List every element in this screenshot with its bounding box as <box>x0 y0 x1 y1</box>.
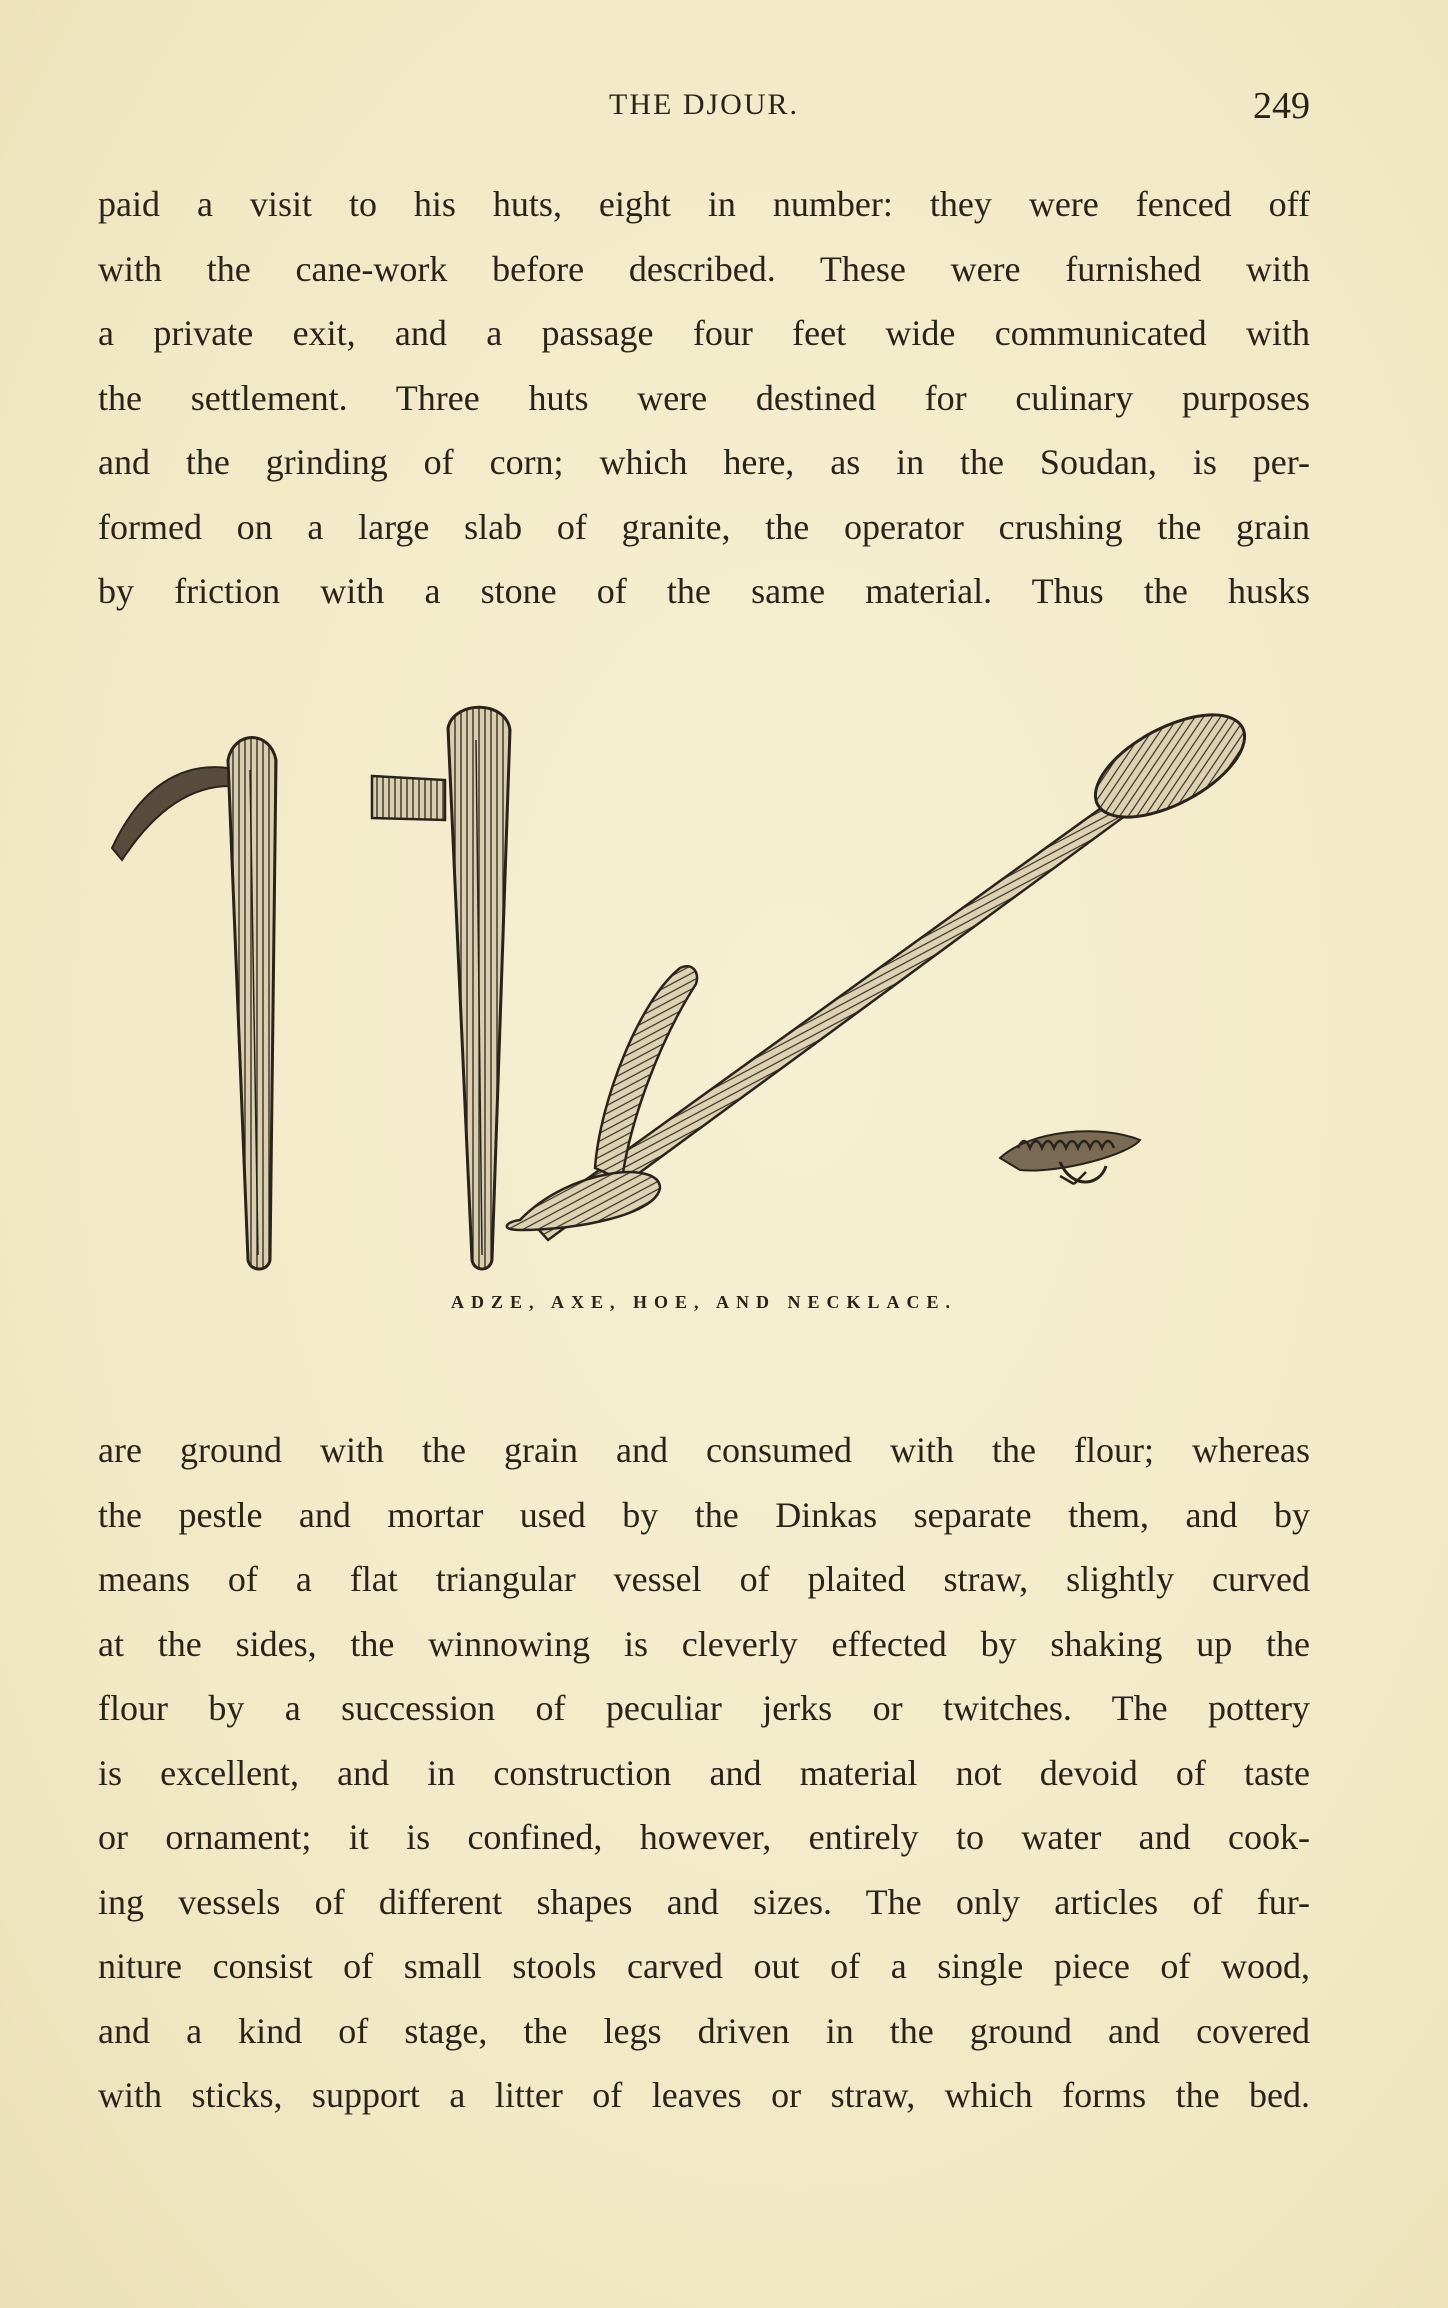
illustration-tools <box>100 700 1320 1310</box>
adze-icon <box>112 738 276 1270</box>
text-line: the settlement. Three huts were destined for culinary purposes <box>98 377 1310 418</box>
text-line: a private exit, and a passage four feet wide communicated with <box>98 313 1310 353</box>
text-line: formed on a large slab of granite, the operator crushing the grain <box>98 506 1310 547</box>
figure-caption: ADZE, AXE, HOE, AND NECKLACE. <box>450 1292 958 1312</box>
text-line: with sticks, support a litter of leaves or straw, which forms the bed. <box>98 2075 1310 2115</box>
text-line: by friction with a stone of the same material. Thus the husks <box>98 571 1310 611</box>
text-line: means of a flat triangular vessel of plaited straw, slightly curved <box>98 1559 1310 1599</box>
paragraph-bottom <box>98 1418 1310 2128</box>
necklace-icon <box>1000 1131 1140 1184</box>
paragraph-top <box>98 172 1310 624</box>
text-line: or ornament; it is confined, however, entirely to water and cook- <box>98 1817 1310 1857</box>
text-line: and a kind of stage, the legs driven in the ground and covered <box>98 2010 1310 2051</box>
running-title: THE DJOUR. <box>609 88 799 121</box>
running-head <box>98 85 1310 132</box>
text-line: the pestle and mortar used by the Dinkas separate them, and by <box>98 1494 1310 1535</box>
text-line: with the cane-work before described. These were furnished with <box>98 248 1310 289</box>
page-number: 249 <box>1253 85 1310 127</box>
text-line: are ground with the grain and consumed with the flour; whereas <box>98 1430 1310 1470</box>
text-line: is excellent, and in construction and material not devoid of taste <box>98 1752 1310 1793</box>
text-line: at the sides, the winnowing is cleverly effected by shaking up the <box>98 1623 1310 1664</box>
text-line: paid a visit to his huts, eight in number: they were fenced off <box>98 184 1310 224</box>
hoe-icon <box>507 700 1260 1240</box>
text-line: ing vessels of different shapes and sizes. The only articles of fur- <box>98 1881 1310 1922</box>
text-line: and the grinding of corn; which here, as in the Soudan, is per- <box>98 442 1310 482</box>
text-line: niture consist of small stools carved out of a single piece of wood, <box>98 1946 1310 1986</box>
text-line: flour by a succession of peculiar jerks or twitches. The pottery <box>98 1688 1310 1728</box>
axe-icon <box>372 707 510 1269</box>
